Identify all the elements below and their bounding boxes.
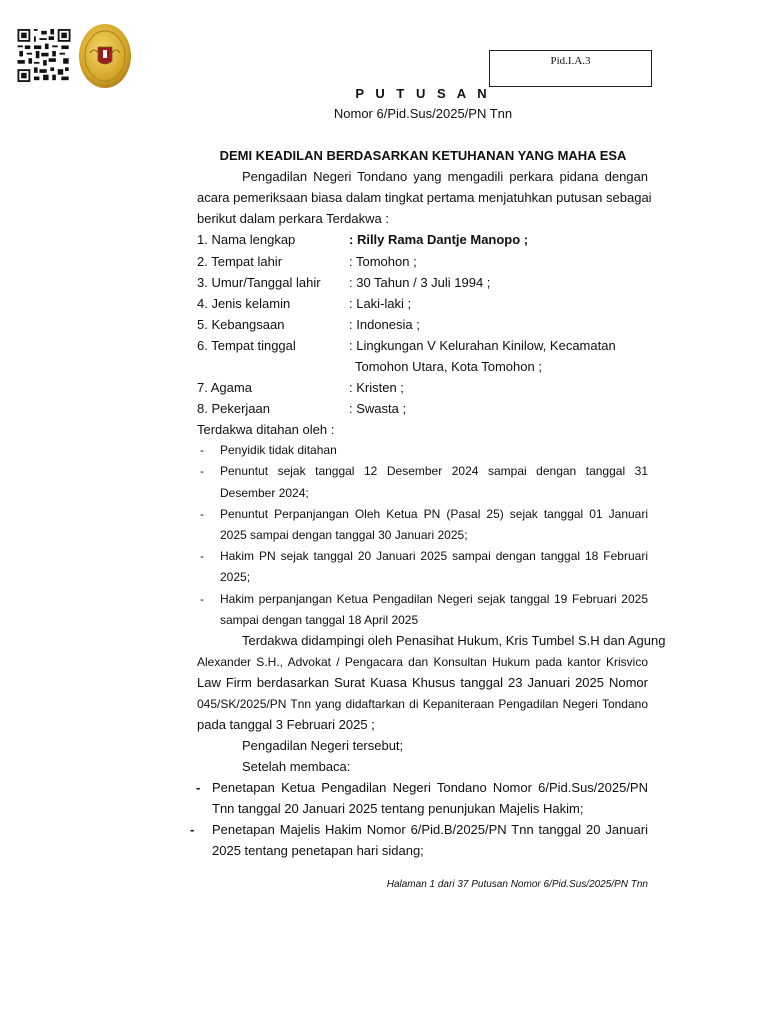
detention-item-2: Penuntut sejak tanggal 12 Desember 2024 sampai dengan tanggal 31 — [220, 464, 648, 478]
detention-item-3: Penuntut Perpanjangan Oleh Ketua PN (Pasal 25) sejak tanggal 01 Januari — [220, 507, 648, 521]
intro-line-2: acara pemeriksaan biasa dalam tingkat pertama menjatuhkan putusan sebagai — [197, 190, 652, 205]
field-label-name: 1. Nama lengkap — [197, 232, 296, 247]
field-value-religion: : Kristen ; — [349, 380, 404, 395]
detention-item-1: Penyidik tidak ditahan — [220, 443, 337, 457]
field-label-age: 3. Umur/Tanggal lahir — [197, 275, 321, 290]
field-value-age: : 30 Tahun / 3 Juli 1994 ; — [349, 275, 491, 290]
intro-line-3: berikut dalam perkara Terdakwa : — [197, 211, 389, 226]
detention-heading: Terdakwa ditahan oleh : — [197, 422, 335, 437]
field-label-occupation: 8. Pekerjaan — [197, 401, 270, 416]
intro-line-1: Pengadilan Negeri Tondano yang mengadili perkara pidana dengan — [242, 169, 648, 184]
detention-item-5-cont: sampai dengan tanggal 18 April 2025 — [220, 613, 419, 627]
detention-bullet: - — [200, 464, 204, 478]
field-label-birthplace: 2. Tempat lahir — [197, 254, 283, 269]
reading-bullet: - — [190, 822, 195, 837]
detention-item-2-cont: Desember 2024; — [220, 486, 309, 500]
detention-bullet: - — [200, 507, 204, 521]
detention-item-4-cont: 2025; — [220, 570, 251, 584]
reading-item-2-cont: 2025 tentang penetapan hari sidang; — [212, 843, 424, 858]
field-value-residence: : Lingkungan V Kelurahan Kinilow, Kecamatan — [349, 338, 616, 353]
page-footer: Halaman 1 dari 37 Putusan Nomor 6/Pid.Sus/2025/PN Tnn — [386, 879, 648, 890]
detention-bullet: - — [200, 443, 204, 457]
detention-item-3-cont: 2025 sampai dengan tanggal 30 Januari 2025; — [220, 528, 468, 542]
reading-item-1: Penetapan Ketua Pengadilan Negeri Tondano Nomor 6/Pid.Sus/2025/PN — [212, 780, 648, 795]
document-code-box — [489, 50, 652, 87]
court-line: Pengadilan Negeri tersebut; — [242, 738, 404, 753]
counsel-line-1: Terdakwa didampingi oleh Penasihat Hukum, Kris Tumbel S.H dan Agung — [242, 633, 666, 648]
detention-bullet: - — [200, 549, 204, 563]
field-value-name: : Rilly Rama Dantje Manopo ; — [349, 232, 529, 247]
field-value-birthplace: : Tomohon ; — [349, 254, 417, 269]
document-number: Nomor 6/Pid.Sus/2025/PN Tnn — [333, 106, 513, 121]
counsel-line-4: 045/SK/2025/PN Tnn yang didaftarkan di Kepaniteraan Pengadilan Negeri Tondano — [197, 697, 648, 711]
document-title: P U T U S A N — [355, 86, 491, 101]
field-value-nationality: : Indonesia ; — [349, 317, 420, 332]
qr-code-icon — [15, 29, 73, 82]
reading-bullet: - — [196, 780, 201, 795]
reading-item-2: Penetapan Majelis Hakim Nomor 6/Pid.B/2025/PN Tnn tanggal 20 Januari — [212, 822, 648, 837]
reading-item-1-cont: Tnn tanggal 20 Januari 2025 tentang penunjukan Majelis Hakim; — [212, 801, 584, 816]
field-label-residence: 6. Tempat tinggal — [197, 338, 296, 353]
detention-item-4: Hakim PN sejak tanggal 20 Januari 2025 sampai dengan tanggal 18 Februari — [220, 549, 648, 563]
counsel-line-5: pada tanggal 3 Februari 2025 ; — [197, 717, 375, 732]
counsel-line-3: Law Firm berdasarkan Surat Kuasa Khusus tanggal 23 Januari 2025 Nomor — [197, 675, 648, 690]
detention-bullet: - — [200, 592, 204, 606]
field-label-sex: 4. Jenis kelamin — [197, 296, 291, 311]
court-emblem-icon — [78, 23, 132, 89]
document-invocation: DEMI KEADILAN BERDASARKAN KETUHANAN YANG MAHA ESA — [219, 148, 627, 163]
field-value-occupation: : Swasta ; — [349, 401, 407, 416]
field-value-residence-cont: Tomohon Utara, Kota Tomohon ; — [355, 359, 542, 374]
field-value-sex: : Laki-laki ; — [349, 296, 412, 311]
field-label-nationality: 5. Kebangsaan — [197, 317, 285, 332]
document-code: Pid.I.A.3 — [550, 55, 591, 67]
detention-item-5: Hakim perpanjangan Ketua Pengadilan Negeri sejak tanggal 19 Februari 2025 — [220, 592, 648, 606]
counsel-line-2: Alexander S.H., Advokat / Pengacara dan Konsultan Hukum pada kantor Krisvico — [197, 655, 648, 669]
reading-heading: Setelah membaca: — [242, 759, 351, 774]
field-label-religion: 7. Agama — [197, 380, 252, 395]
